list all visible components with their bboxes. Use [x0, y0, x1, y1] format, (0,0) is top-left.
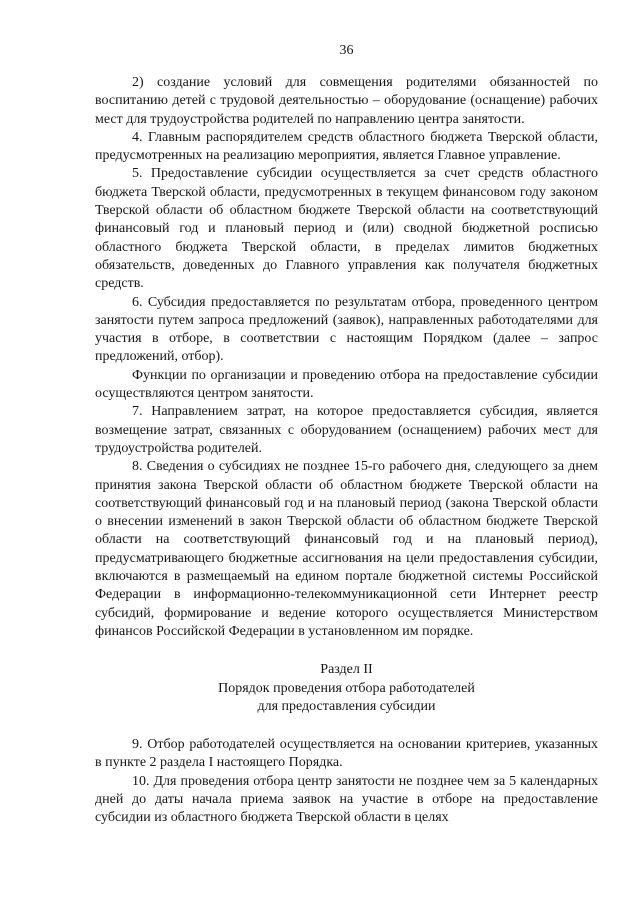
paragraph-item-8: 8. Сведения о субсидиях не позднее 15-го рабочего дня, следующего за днем принятия закона Тверской области об областном бюджете Тверской области на соответствующий финансовый год и на плановый период (закона Тверской области о внесении изменений в закон Тверской области об областном бюджете Тверской области на соответствующий финансовый год и на плановый период), предусматривающего бюджетные ассигнования на цели предоставления субсидии, включаются в размещаемый на едином портале бюджетной системы Российской Федерации в информационно-телекоммуникационной сети Интернет реестр субсидий, формирование и ведение которого осуществляется Министерством финансов Российской Федерации в установленном им порядке. [95, 459, 598, 639]
paragraph-item-5: 5. Предоставление субсидии осуществляется за счет средств областного бюджета Тверской области, предусмотренных в текущем финансовом году законом Тверской области об областном бюджете Тверской области на соответствующий финансовый год и плановый период и (или) сводной бюджетной росписью областного бюджета Тверской области, в пределах лимитов бюджетных обязательств, доведенных до Главного управления как получателя бюджетных средств. [95, 166, 598, 292]
paragraph-item-9: 9. Отбор работодателей осуществляется на основании критериев, указанных в пункте 2 раздела I настоящего Порядка. [95, 737, 598, 771]
section-title-line-2: для предоставления субсидии [257, 698, 436, 714]
paragraph-item-2: 2) создание условий для совмещения родителями обязанностей по воспитанию детей с трудовой деятельностью – оборудование (оснащение) рабочих мест для трудоустройства родителей по направлению центра занятости. [95, 75, 598, 127]
page-number: 36 [339, 43, 354, 58]
paragraph-item-4: 4. Главным распорядителем средств областного бюджета Тверской области, предусмотренных на реализацию мероприятия, является Главное управление. [95, 129, 598, 164]
paragraph-selection-functions: Функции по организации и проведению отбора на предоставление субсидии осуществляются центром занятости. [95, 367, 598, 402]
paragraph-item-7: 7. Направлением затрат, на которое предоставляется субсидия, является возмещение затрат, связанных с оборудованием (оснащением) рабочих мест для трудоустройства родителей. [95, 404, 598, 456]
section-label: Раздел II [320, 662, 373, 678]
paragraph-item-10: 10. Для проведения отбора центр занятости не позднее чем за 5 календарных дней до даты начала приема заявок на участие в отборе на предоставление субсидии из областного бюджета Тверской области в целях [95, 773, 598, 826]
document-page [95, 42, 598, 828]
paragraph-item-6: 6. Субсидия предоставляется по результатам отбора, проведенного центром занятости путем запроса предложений (заявок), направленных работодателями для участия в отборе, в соответствии с настоящим Порядком (далее – запрос предложений, отбор). [95, 294, 598, 365]
section-title-line-1: Порядок проведения отбора работодателей [218, 680, 475, 696]
section-heading-block [95, 661, 598, 716]
